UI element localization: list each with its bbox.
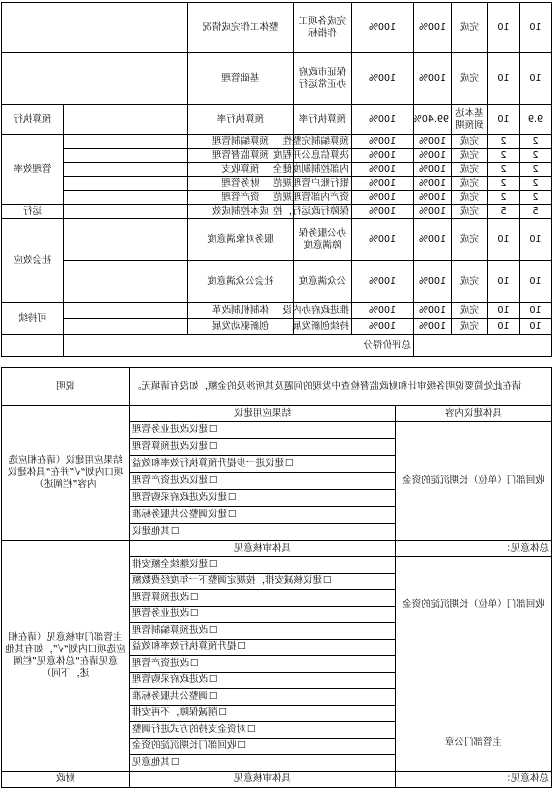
checkbox-item[interactable]: ☐ 建议改进资产管理: [129, 473, 395, 490]
total-label: 总评价得分: [64, 335, 414, 357]
empty-cell: [64, 219, 188, 261]
review-table: [1, 367, 552, 788]
review-header: [1, 541, 551, 557]
name-cell: 基础管理: [188, 53, 294, 105]
target-cell: 100%: [352, 319, 414, 335]
finance-header: [1, 771, 551, 787]
empty-cell: [64, 163, 188, 177]
review-detail-text: 收回部门（单位）长期沉淀的资金: [402, 599, 545, 610]
col-header: 总体意见：: [396, 771, 552, 787]
empty-cell: [64, 105, 188, 135]
checkbox-item[interactable]: ☐ 建议改进政府采购管理: [129, 490, 395, 507]
checkbox-item[interactable]: ☐ 建议进一步提升预算执行效率和效益: [129, 456, 395, 473]
indicator-cell: 保证市政府办正常运行: [294, 53, 352, 105]
target-cell: 100%: [352, 177, 414, 191]
actual-cell: 100%: [414, 177, 452, 191]
total-row: [2, 335, 552, 357]
review-detail: [396, 557, 552, 772]
metric-row: [2, 219, 552, 261]
score-cell: 2: [520, 149, 552, 163]
score-cell: 2: [520, 191, 552, 205]
checkbox-item[interactable]: ☐ 收回部门长期沉淀的资金: [129, 738, 395, 755]
weight-cell: 5: [488, 205, 520, 219]
checkbox-item[interactable]: ☐ 建议调整公共服务标准: [129, 507, 395, 524]
score-cell: 10: [520, 261, 552, 303]
metric-row: [2, 163, 552, 177]
checkbox-item[interactable]: ☐ 建议改进预算管理: [129, 439, 395, 456]
empty-cell: [2, 53, 188, 105]
col-header: 总体意见：: [396, 541, 552, 557]
indicator-cell: 预算执行率: [294, 105, 352, 135]
empty-cell: [64, 319, 188, 335]
category-cell: 社会效应: [2, 219, 64, 303]
checkbox-item[interactable]: ☐ 改进政府采购管理: [129, 672, 395, 689]
status-cell: 完成: [452, 149, 488, 163]
metric-row: [2, 3, 552, 53]
status-cell: 完成: [452, 177, 488, 191]
score-cell: 9.9: [520, 105, 552, 135]
empty-cell: [2, 335, 64, 357]
indicator-cell: 银行账户管理规范: [294, 177, 352, 191]
checkbox-item[interactable]: ☐ 提升预算执行效率和效益: [129, 639, 395, 656]
target-cell: 100%: [352, 191, 414, 205]
checkbox-item[interactable]: ☐ 调整公共服务标准: [129, 689, 395, 706]
metric-row: [2, 191, 552, 205]
empty-cell: [64, 303, 188, 319]
target-cell: 100%: [352, 261, 414, 303]
status-cell: 完成: [452, 303, 488, 319]
metric-row: [2, 177, 552, 191]
target-cell: 100%: [352, 3, 414, 53]
category-cell: 可持续: [2, 303, 64, 335]
metric-row: [2, 261, 552, 303]
checkbox-item[interactable]: ☐ 改进业务管理: [129, 606, 395, 623]
name-cell: 预算编制管理: [188, 135, 294, 149]
category-cell: 运行: [2, 205, 64, 219]
actual-cell: 100%: [414, 191, 452, 205]
name-cell: 创新驱动发展: [188, 319, 294, 335]
name-cell: 社会公众满意度: [188, 261, 294, 303]
status-cell: 完成: [452, 261, 488, 303]
actual-cell: 100%: [414, 205, 452, 219]
weight-cell: 10: [488, 105, 520, 135]
score-cell: 10: [520, 53, 552, 105]
metric-row: [2, 149, 552, 163]
weight-cell: 2: [488, 177, 520, 191]
metric-row: [2, 135, 552, 149]
metric-row: [2, 205, 552, 219]
weight-cell: 2: [488, 163, 520, 177]
seal-label: 主管部门公章: [445, 736, 503, 748]
col-header: 具体建议内容: [396, 406, 552, 422]
checkbox-item[interactable]: ☐ 对资金支持的方式进行调整: [129, 722, 395, 739]
notes-text: 请在此处简要说明各级审计和财政监督检查中发现的问题及其所涉及的金额，如没有请填无。: [129, 368, 551, 406]
empty-cell: [64, 191, 188, 205]
metric-row: [2, 53, 552, 105]
suggest-detail: 收回部门（单位）长期沉淀的资金: [396, 422, 552, 541]
score-cell: 5: [520, 205, 552, 219]
score-cell: 10: [520, 303, 552, 319]
empty-cell: [64, 149, 188, 163]
metric-row: [2, 319, 552, 335]
target-cell: 100%: [352, 219, 414, 261]
weight-cell: 10: [488, 219, 520, 261]
weight-cell: 2: [488, 149, 520, 163]
name-cell: 服务对象满意度: [188, 219, 294, 261]
status-cell: 完成: [452, 163, 488, 177]
actual-cell: 100%: [414, 219, 452, 261]
name-cell: 体制机制改革: [188, 303, 294, 319]
target-cell: 100%: [352, 303, 414, 319]
weight-cell: 10: [488, 3, 520, 53]
target-cell: 100%: [352, 163, 414, 177]
name-cell: 整体工作完成情况: [188, 3, 294, 53]
actual-cell: 100%: [414, 163, 452, 177]
actual-cell: 100%: [414, 135, 452, 149]
indicator-cell: 推进政府办内设: [294, 303, 352, 319]
col-header: 结果应用建议: [129, 406, 395, 422]
notes-label: 说明: [1, 368, 129, 406]
actual-cell: 100%: [414, 3, 452, 53]
indicator-cell: 保障行政运行，控: [294, 205, 352, 219]
weight-cell: 10: [488, 53, 520, 105]
checkbox-item[interactable]: ☐ 改进预算编制管理: [129, 623, 395, 640]
name-cell: 预算收支: [188, 163, 294, 177]
checkbox-item[interactable]: ☐ 建议核减安排，按规定调整下一年度经费数额: [129, 573, 395, 590]
status-cell: 完成: [452, 135, 488, 149]
empty-cell: [64, 135, 188, 149]
notes-row: [1, 368, 551, 406]
status-cell: 完成: [452, 219, 488, 261]
empty-cell: [414, 335, 552, 357]
score-cell: 2: [520, 163, 552, 177]
weight-cell: 10: [488, 261, 520, 303]
status-cell: 完成: [452, 205, 488, 219]
actual-cell: 100%: [414, 149, 452, 163]
weight-cell: 10: [488, 319, 520, 335]
col-header: 具体审核意见: [129, 771, 395, 787]
section-label: 结果应用建议（请在相应选项口内划“√”并在“具体建议内容”栏阐述）: [1, 406, 129, 541]
weight-cell: 2: [488, 191, 520, 205]
name-cell: 财务管理: [188, 177, 294, 191]
checkbox-item[interactable]: ☐ 建议改进业务管理: [129, 422, 395, 439]
metric-row: [2, 105, 552, 135]
indicator-cell: 完成各项工作指标: [294, 3, 352, 53]
actual-cell: 100%: [414, 319, 452, 335]
target-cell: 100%: [352, 205, 414, 219]
score-cell: 10: [520, 219, 552, 261]
suggest-header: [1, 406, 551, 422]
actual-cell: 99.40%: [414, 105, 452, 135]
category-cell: 预算执行: [2, 105, 64, 135]
indicator-cell: 内部控制制度健全: [294, 163, 352, 177]
score-cell: 10: [520, 3, 552, 53]
col-header: 具体审核意见: [129, 541, 395, 557]
name-cell: 成本控制成效: [188, 205, 294, 219]
name-cell: 预算执行率: [188, 105, 294, 135]
target-cell: 100%: [352, 149, 414, 163]
empty-cell: [64, 177, 188, 191]
target-cell: 100%: [352, 135, 414, 149]
indicator-cell: 公众满意度: [294, 261, 352, 303]
section-label: 财政: [1, 771, 129, 787]
indicator-cell: 办公服务保障满意度: [294, 219, 352, 261]
status-cell: 完成: [452, 3, 488, 53]
indicator-cell: 预算编制完整性: [294, 135, 352, 149]
indicator-cell: 持续创新发展: [294, 319, 352, 335]
checkbox-item[interactable]: ☐ 削减保障，不再安排: [129, 705, 395, 722]
empty-cell: [64, 205, 188, 219]
name-cell: 资产管理: [188, 191, 294, 205]
section-label: 主管部门审核意见（请在相应选项口内划“√”，如有其他意见请在“总体意见”栏阐述，下同）: [1, 541, 129, 772]
score-cell: 10: [520, 319, 552, 335]
target-cell: 100%: [352, 105, 414, 135]
score-cell: 2: [520, 135, 552, 149]
score-cell: 2: [520, 177, 552, 191]
status-cell: 完成: [452, 319, 488, 335]
name-cell: 预算监督管理: [188, 149, 294, 163]
weight-cell: 2: [488, 135, 520, 149]
actual-cell: 100%: [414, 261, 452, 303]
checkbox-item[interactable]: ☐ 其他意见: [129, 755, 395, 772]
target-cell: 100%: [352, 53, 414, 105]
status-cell: 完成: [452, 53, 488, 105]
metrics-table: [1, 2, 552, 357]
indicator-cell: 决算信息公开程度: [294, 149, 352, 163]
category-cell: 管理效率: [2, 135, 64, 205]
actual-cell: 100%: [414, 53, 452, 105]
actual-cell: 100%: [414, 303, 452, 319]
checkbox-item[interactable]: ☐ 改进资产管理: [129, 656, 395, 673]
weight-cell: 10: [488, 303, 520, 319]
checkbox-item[interactable]: ☐ 建议继续全额安排: [129, 557, 395, 574]
empty-cell: [2, 3, 188, 53]
empty-cell: [64, 261, 188, 303]
status-cell: 基本达到预期: [452, 105, 488, 135]
checkbox-item[interactable]: ☐ 改进预算管理: [129, 590, 395, 607]
status-cell: 完成: [452, 191, 488, 205]
checkbox-item[interactable]: ☐ 其他建议: [129, 524, 395, 541]
indicator-cell: 资产内部管理规范: [294, 191, 352, 205]
metric-row: [2, 303, 552, 319]
